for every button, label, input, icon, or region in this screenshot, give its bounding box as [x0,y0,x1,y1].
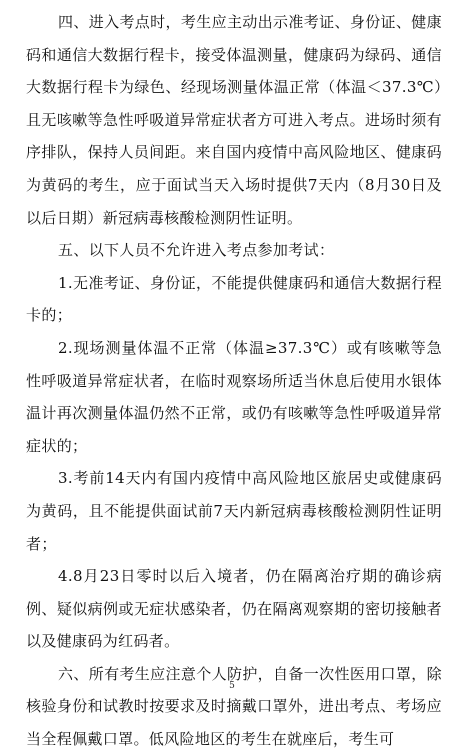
paragraph-entry-requirements: 四、进入考点时，考生应主动出示准考证、身份证、健康码和通信大数据行程卡，接受体温测量，健康码为绿码、通信大数据行程卡为绿色、经现场测量体温正常（体温＜37.3℃）且无咳嗽等急性呼吸道异常症状者方可进入考点。进场时须有序排队，保持人员间距。来自国内疫情中高风险地区、健康码为黄码的考生，应于面试当天入场时提供7天内（8月30日及以后日期）新冠病毒核酸检测阴性证明。 [26,13,442,227]
paragraph-item-3: 3.考前14天内有国内疫情中高风险地区旅居史或健康码为黄码，且不能提供面试前7天内新冠病毒核酸检测阴性证明者； [26,469,442,553]
page-number: 5 [229,681,235,691]
paragraph-section-six: 六、所有考生应注意个人防护，自备一次性医用口罩，除核验身份和试教时按要求及时摘戴口罩外，进出考点、考场应当全程佩戴口罩。低风险地区的考生在就座后，考生可 [26,664,442,749]
paragraph-item-4: 4.8月23日零时以后入境者，仍在隔离治疗期的确诊病例、疑似病例或无症状感染者，仍在隔离观察期的密切接触者以及健康码为红码者。 [26,567,442,651]
paragraph-section-five-heading: 五、以下人员不允许进入考点参加考试： [58,241,335,260]
paragraph-item-1: 1.无准考证、身份证，不能提供健康码和通信大数据行程卡的； [26,273,442,325]
paragraph-item-2: 2.现场测量体温不正常（体温≥37.3℃）或有咳嗽等急性呼吸道异常症状者，在临时观察场所适当休息后使用水银体温计再次测量体温仍然不正常，或仍有咳嗽等急性呼吸道异常症状的； [26,338,442,455]
document-body [26,6,442,756]
